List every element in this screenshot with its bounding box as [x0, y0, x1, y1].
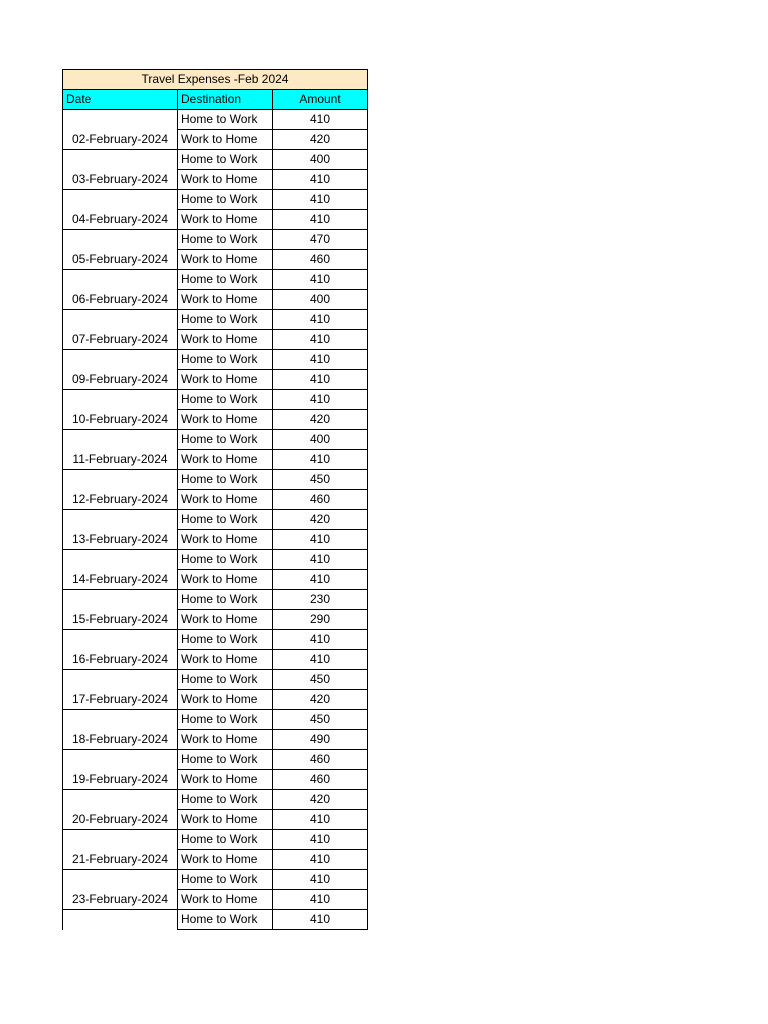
destination-cell[interactable]: Home to Work [178, 350, 273, 370]
header-row [63, 90, 368, 110]
destination-cell[interactable]: Home to Work [178, 190, 273, 210]
amount-cell[interactable]: 410 [273, 810, 368, 830]
amount-cell[interactable]: 420 [273, 410, 368, 430]
amount-cell[interactable]: 410 [273, 450, 368, 470]
destination-cell[interactable]: Home to Work [178, 310, 273, 330]
amount-cell[interactable]: 400 [273, 430, 368, 450]
destination-cell[interactable]: Work to Home [178, 250, 273, 270]
destination-cell[interactable]: Work to Home [178, 210, 273, 230]
amount-cell[interactable]: 460 [273, 250, 368, 270]
destination-cell[interactable]: Home to Work [178, 670, 273, 690]
table-row [63, 830, 368, 850]
travel-expenses-table [62, 69, 368, 930]
amount-cell[interactable]: 420 [273, 790, 368, 810]
date-cell[interactable]: 07-February-2024 [63, 310, 178, 350]
destination-cell[interactable]: Home to Work [178, 510, 273, 530]
table-row [63, 310, 368, 330]
table-row [63, 430, 368, 450]
amount-cell[interactable]: 410 [273, 310, 368, 330]
date-cell[interactable]: 17-February-2024 [63, 670, 178, 710]
amount-cell[interactable]: 410 [273, 550, 368, 570]
amount-cell[interactable]: 410 [273, 910, 368, 930]
header-date[interactable]: Date [63, 90, 178, 110]
destination-cell[interactable]: Work to Home [178, 570, 273, 590]
destination-cell[interactable]: Home to Work [178, 270, 273, 290]
amount-cell[interactable]: 410 [273, 650, 368, 670]
amount-cell[interactable]: 450 [273, 670, 368, 690]
amount-cell[interactable]: 410 [273, 270, 368, 290]
date-cell[interactable]: 19-February-2024 [63, 750, 178, 790]
destination-cell[interactable]: Work to Home [178, 490, 273, 510]
table-row [63, 910, 368, 930]
destination-cell[interactable]: Home to Work [178, 830, 273, 850]
date-cell[interactable]: 12-February-2024 [63, 470, 178, 510]
amount-cell[interactable]: 410 [273, 190, 368, 210]
amount-cell[interactable]: 420 [273, 690, 368, 710]
date-cell[interactable]: 15-February-2024 [63, 590, 178, 630]
date-cell[interactable]: 05-February-2024 [63, 230, 178, 270]
amount-cell[interactable]: 450 [273, 470, 368, 490]
table-row [63, 390, 368, 410]
destination-cell[interactable]: Work to Home [178, 450, 273, 470]
destination-cell[interactable]: Home to Work [178, 870, 273, 890]
destination-cell[interactable]: Home to Work [178, 750, 273, 770]
date-cell[interactable]: 23-February-2024 [63, 870, 178, 910]
destination-cell[interactable]: Work to Home [178, 610, 273, 630]
date-cell[interactable] [63, 910, 178, 930]
destination-cell[interactable]: Work to Home [178, 130, 273, 150]
table-row [63, 270, 368, 290]
table-row [63, 590, 368, 610]
amount-cell[interactable]: 410 [273, 350, 368, 370]
date-cell[interactable]: 06-February-2024 [63, 270, 178, 310]
destination-cell[interactable]: Work to Home [178, 530, 273, 550]
table-row [63, 630, 368, 650]
destination-cell[interactable]: Work to Home [178, 370, 273, 390]
date-cell[interactable]: 03-February-2024 [63, 150, 178, 190]
destination-cell[interactable]: Work to Home [178, 850, 273, 870]
amount-cell[interactable]: 410 [273, 390, 368, 410]
amount-cell[interactable]: 410 [273, 630, 368, 650]
date-cell[interactable]: 13-February-2024 [63, 510, 178, 550]
amount-cell[interactable]: 410 [273, 890, 368, 910]
destination-cell[interactable]: Work to Home [178, 730, 273, 750]
amount-cell[interactable]: 410 [273, 530, 368, 550]
date-cell[interactable]: 21-February-2024 [63, 830, 178, 870]
date-cell[interactable]: 04-February-2024 [63, 190, 178, 230]
destination-cell[interactable]: Work to Home [178, 650, 273, 670]
header-destination[interactable]: Destination [178, 90, 273, 110]
table-row [63, 790, 368, 810]
amount-cell[interactable]: 410 [273, 830, 368, 850]
destination-cell[interactable]: Home to Work [178, 470, 273, 490]
table-row [63, 710, 368, 730]
table-row [63, 750, 368, 770]
destination-cell[interactable]: Work to Home [178, 770, 273, 790]
amount-cell[interactable]: 230 [273, 590, 368, 610]
amount-cell[interactable]: 460 [273, 770, 368, 790]
destination-cell[interactable]: Home to Work [178, 430, 273, 450]
table-row [63, 470, 368, 490]
amount-cell[interactable]: 410 [273, 210, 368, 230]
date-cell[interactable]: 16-February-2024 [63, 630, 178, 670]
destination-cell[interactable]: Home to Work [178, 550, 273, 570]
destination-cell[interactable]: Work to Home [178, 690, 273, 710]
amount-cell[interactable]: 410 [273, 170, 368, 190]
amount-cell[interactable]: 290 [273, 610, 368, 630]
destination-cell[interactable]: Work to Home [178, 170, 273, 190]
table-row [63, 110, 368, 130]
date-cell[interactable]: 20-February-2024 [63, 790, 178, 830]
amount-cell[interactable]: 400 [273, 150, 368, 170]
header-amount[interactable]: Amount [273, 90, 368, 110]
destination-cell[interactable]: Home to Work [178, 790, 273, 810]
table-row [63, 510, 368, 530]
destination-cell[interactable]: Work to Home [178, 890, 273, 910]
amount-cell[interactable]: 450 [273, 710, 368, 730]
destination-cell[interactable]: Home to Work [178, 110, 273, 130]
destination-cell[interactable]: Home to Work [178, 390, 273, 410]
table-row [63, 350, 368, 370]
table-row [63, 870, 368, 890]
date-cell[interactable]: 09-February-2024 [63, 350, 178, 390]
date-cell[interactable]: 14-February-2024 [63, 550, 178, 590]
table-row [63, 230, 368, 250]
amount-cell[interactable]: 410 [273, 570, 368, 590]
destination-cell[interactable]: Home to Work [178, 630, 273, 650]
title-row [63, 70, 368, 90]
amount-cell[interactable]: 410 [273, 850, 368, 870]
table-row [63, 550, 368, 570]
destination-cell[interactable]: Home to Work [178, 150, 273, 170]
amount-cell[interactable]: 460 [273, 490, 368, 510]
destination-cell[interactable]: Work to Home [178, 810, 273, 830]
amount-cell[interactable]: 420 [273, 130, 368, 150]
destination-cell[interactable]: Work to Home [178, 290, 273, 310]
amount-cell[interactable]: 420 [273, 510, 368, 530]
table-row [63, 190, 368, 210]
table-row [63, 670, 368, 690]
amount-cell[interactable]: 410 [273, 110, 368, 130]
amount-cell[interactable]: 400 [273, 290, 368, 310]
amount-cell[interactable]: 410 [273, 370, 368, 390]
amount-cell[interactable]: 460 [273, 750, 368, 770]
destination-cell[interactable]: Home to Work [178, 590, 273, 610]
destination-cell[interactable]: Home to Work [178, 230, 273, 250]
amount-cell[interactable]: 490 [273, 730, 368, 750]
destination-cell[interactable]: Home to Work [178, 910, 273, 930]
date-cell[interactable]: 11-February-2024 [63, 430, 178, 470]
sheet-title[interactable]: Travel Expenses -Feb 2024 [63, 70, 368, 90]
table-row [63, 150, 368, 170]
date-cell[interactable]: 18-February-2024 [63, 710, 178, 750]
amount-cell[interactable]: 470 [273, 230, 368, 250]
destination-cell[interactable]: Home to Work [178, 710, 273, 730]
destination-cell[interactable]: Work to Home [178, 330, 273, 350]
date-cell[interactable]: 10-February-2024 [63, 390, 178, 430]
destination-cell[interactable]: Work to Home [178, 410, 273, 430]
amount-cell[interactable]: 410 [273, 870, 368, 890]
amount-cell[interactable]: 410 [273, 330, 368, 350]
date-cell[interactable]: 02-February-2024 [63, 110, 178, 150]
